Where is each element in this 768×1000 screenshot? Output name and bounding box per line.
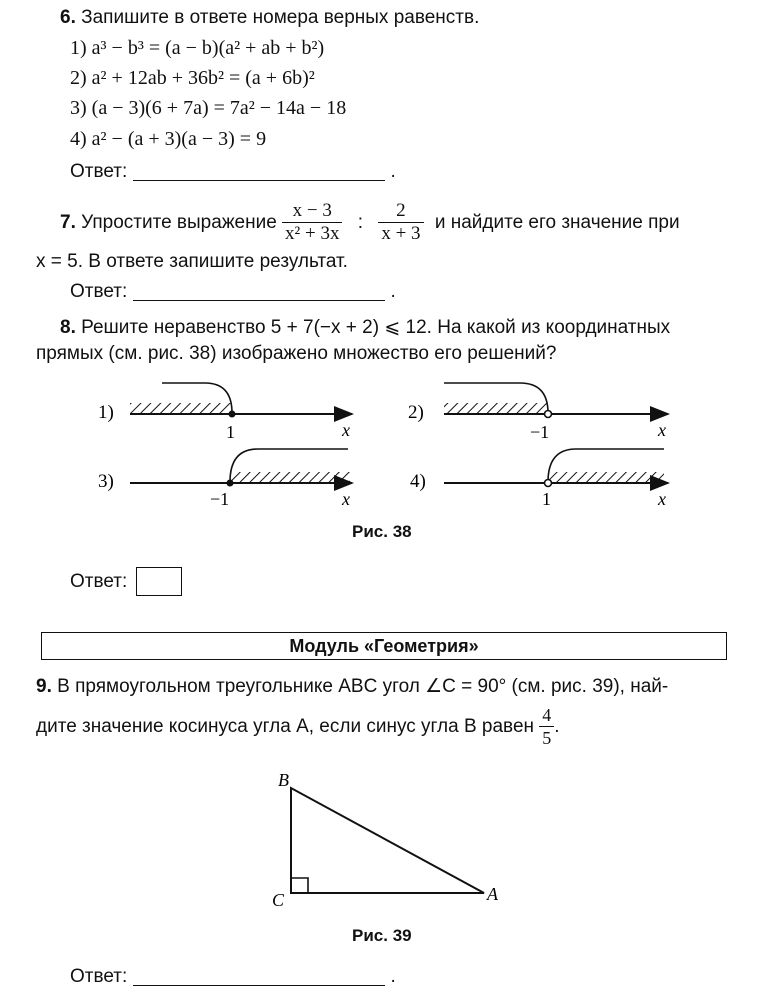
option-label-1: 1) [98, 402, 114, 423]
point-label-2: −1 [530, 422, 550, 442]
task9-text: В прямоугольном треугольнике ABC угол ∠C = 90° (см. рис. 39), най- [57, 676, 669, 697]
point-label-3: −1 [210, 489, 230, 509]
number-line-4 [410, 449, 668, 509]
task6-item-3: 3) (a − 3)(6 + 7a) = 7a² − 14a − 18 [70, 97, 347, 119]
task9-line2: дите значение косинуса угла A, если синус угла B равен $\frac{4}{5}$ . [36, 705, 560, 749]
vertex-a-label: A [487, 884, 498, 904]
task7-line1: 7. Упростите выражение $\frac{x - 3}{\text{x² + 3x}}$ : $\frac{2}{x + 3}$ и найдите его значение при [60, 200, 680, 245]
task7-line2: x = 5. В ответе запишите результат. [36, 251, 348, 272]
option-label-2: 2) [408, 402, 424, 423]
point-1 [229, 411, 236, 418]
axis-label-1: x [342, 420, 350, 440]
right-angle-mark [291, 878, 308, 893]
task7-text-before: Упростите выражение [81, 212, 277, 233]
figure-39-triangle [0, 770, 768, 910]
task7-answer: Ответ: . [70, 281, 396, 302]
task8-line2: прямых (см. рис. 38) изображено множество его решений? [36, 343, 557, 364]
task9-answer: Ответ: . [70, 966, 396, 987]
task6-item-1: 1) a³ − b³ = (a − b)(a² + ab + b²) [70, 37, 325, 59]
axis-label-2: x [658, 420, 666, 440]
point-label-1: 1 [226, 422, 235, 442]
axis-label-4: x [658, 489, 666, 509]
task6-item-4: 4) a² − (a + 3)(a − 3) = 9 [70, 128, 267, 150]
task7-fraction-2: $\frac{2}{x + 3}$ [378, 200, 423, 245]
task6-item-2: 2) a² + 12ab + 36b² = (a + 6b)² [70, 67, 315, 89]
task9-fraction: $\frac{4}{5}$ [539, 704, 554, 749]
vertex-c-label: C [272, 890, 285, 910]
task9-line1 [36, 675, 668, 699]
point-3 [227, 480, 234, 487]
figure-38-caption: Рис. 38 [352, 522, 412, 541]
figure-38 [0, 375, 768, 515]
answer-label: Ответ: [70, 966, 128, 987]
option-label-3: 3) [98, 471, 114, 492]
answer-label: Ответ: [70, 281, 128, 302]
task8-text: Решите неравенство 5 + 7(−x + 2) ⩽ 12. На какой из координатных [81, 317, 671, 338]
number-line-1 [98, 383, 352, 442]
task6-number: 6. [60, 7, 76, 28]
task8-line1 [60, 316, 670, 340]
task8-number: 8. [60, 317, 76, 338]
module-banner: Модуль «Геометрия» [41, 632, 727, 660]
task7-fraction-1: $\frac{x - 3}{\text{x² + 3x}}$ [282, 200, 342, 245]
answer-blank[interactable] [133, 162, 385, 181]
point-2 [545, 411, 552, 418]
option-label-4: 4) [410, 471, 426, 492]
task6-header [60, 6, 479, 30]
task7-text-after: и найдите его значение при [434, 212, 680, 233]
number-line-3 [98, 449, 352, 509]
task6-answer: Ответ: . [70, 161, 396, 182]
task7-number: 7. [60, 212, 76, 233]
task9-text-2: дите значение косинуса угла A, если синус угла B равен [36, 716, 534, 737]
task8-answer [70, 570, 127, 594]
point-4 [545, 480, 552, 487]
triangle-abc [291, 788, 484, 893]
answer-label: Ответ: [70, 571, 128, 592]
answer-blank[interactable] [133, 282, 385, 301]
task9-number: 9. [36, 676, 52, 697]
answer-box[interactable] [136, 567, 182, 596]
figure-39-caption: Рис. 39 [352, 926, 412, 945]
answer-blank[interactable] [133, 967, 385, 986]
task6-text: Запишите в ответе номера верных равенств. [81, 7, 480, 28]
vertex-b-label: B [278, 770, 289, 790]
number-line-2 [408, 383, 668, 442]
answer-label: Ответ: [70, 161, 128, 182]
point-label-4: 1 [542, 489, 551, 509]
axis-label-3: x [342, 489, 350, 509]
